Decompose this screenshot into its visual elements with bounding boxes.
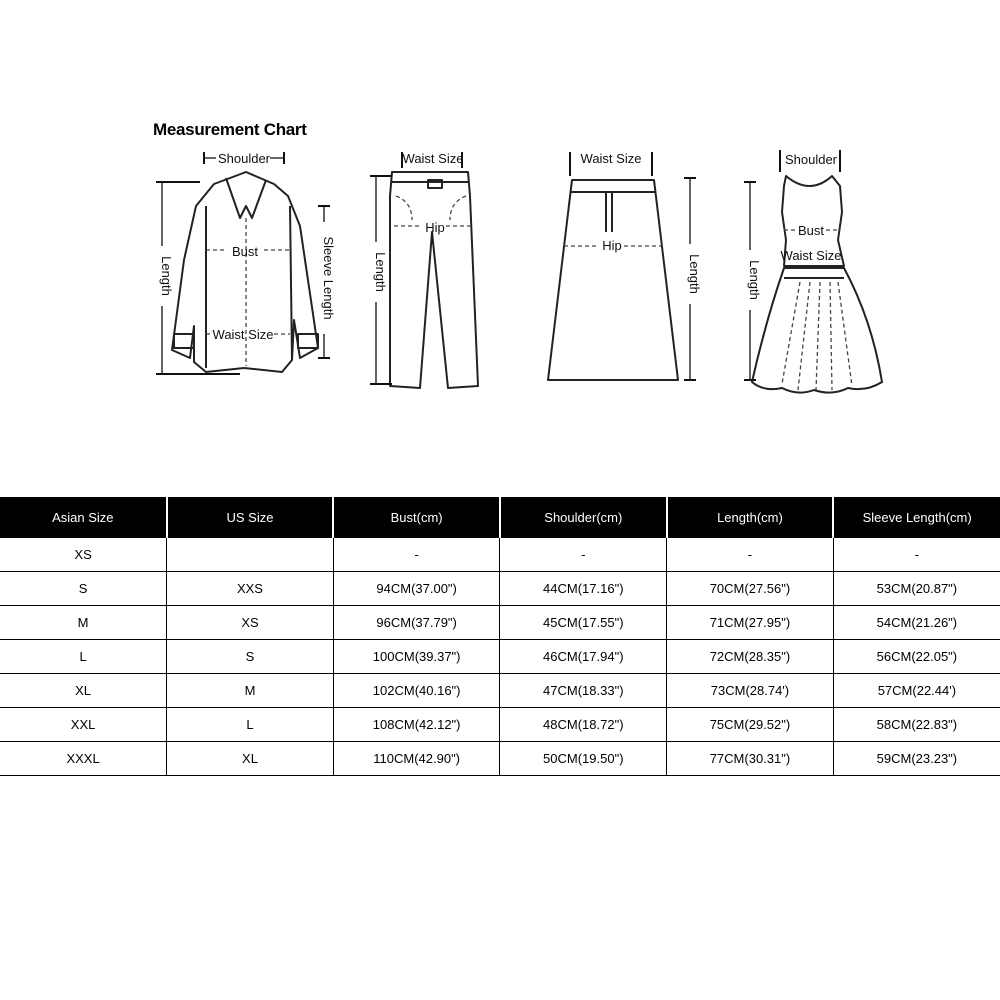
table-cell: 108CM(42.12") — [333, 708, 500, 742]
shirt-waist-label: Waist Size — [212, 327, 274, 342]
size-table — [0, 497, 1000, 776]
table-cell: 50CM(19.50") — [500, 742, 667, 776]
table-cell: - — [333, 538, 500, 572]
skirt-waist-label: Waist Size — [580, 151, 642, 166]
table-row — [0, 708, 1000, 742]
pants-hip-label: Hip — [425, 220, 445, 235]
skirt-length-label: Length — [687, 254, 702, 294]
table-cell: 56CM(22.05") — [833, 640, 1000, 674]
table-cell: 102CM(40.16") — [333, 674, 500, 708]
table-cell: 77CM(30.31") — [667, 742, 834, 776]
pants-length-label: Length — [373, 252, 388, 292]
table-cell: 53CM(20.87") — [833, 572, 1000, 606]
table-cell: 100CM(39.37") — [333, 640, 500, 674]
pants-figure — [370, 151, 478, 388]
table-cell: 47CM(18.33") — [500, 674, 667, 708]
table-cell: 54CM(21.26") — [833, 606, 1000, 640]
table-cell: 48CM(18.72") — [500, 708, 667, 742]
table-cell: 45CM(17.55") — [500, 606, 667, 640]
shirt-bust-label: Bust — [231, 244, 259, 259]
table-row — [0, 742, 1000, 776]
dress-figure — [744, 150, 882, 393]
table-cell: - — [833, 538, 1000, 572]
table-cell: L — [0, 640, 167, 674]
table-header-row — [0, 497, 1000, 538]
table-cell: 75CM(29.52") — [667, 708, 834, 742]
table-row — [0, 606, 1000, 640]
table-cell: XS — [0, 538, 167, 572]
table-cell: L — [167, 708, 334, 742]
table-row — [0, 640, 1000, 674]
table-row — [0, 572, 1000, 606]
skirt-figure — [548, 151, 702, 380]
table-cell: S — [0, 572, 167, 606]
table-cell: 59CM(23.23") — [833, 742, 1000, 776]
shirt-length-label: Length — [159, 256, 174, 296]
shirt-shoulder-label: Shoulder — [217, 151, 271, 166]
table-cell: 46CM(17.94") — [500, 640, 667, 674]
table-row — [0, 538, 1000, 572]
shirt-sleeve-label: Sleeve Length — [321, 236, 336, 320]
table-cell: 70CM(27.56") — [667, 572, 834, 606]
table-cell: S — [167, 640, 334, 674]
table-cell: M — [0, 606, 167, 640]
dress-waist-label: Waist Size — [780, 248, 842, 263]
table-cell: XXXL — [0, 742, 167, 776]
dress-shoulder-label: Shoulder — [784, 152, 838, 167]
table-cell: XL — [167, 742, 334, 776]
dress-length-label: Length — [747, 260, 762, 300]
table-cell: M — [167, 674, 334, 708]
table-cell: XS — [167, 606, 334, 640]
table-cell: 110CM(42.90") — [333, 742, 500, 776]
shirt-figure — [156, 151, 336, 374]
header-us-size: US Size — [167, 497, 334, 538]
header-length: Length(cm) — [667, 497, 834, 538]
table-cell — [167, 538, 334, 572]
table-cell: 71CM(27.95") — [667, 606, 834, 640]
table-cell: - — [500, 538, 667, 572]
pants-waist-label: Waist Size — [402, 151, 464, 166]
dress-bust-label: Bust — [797, 223, 825, 238]
measurement-figures — [0, 0, 1000, 460]
table-cell: - — [667, 538, 834, 572]
table-cell: 44CM(17.16") — [500, 572, 667, 606]
header-bust: Bust(cm) — [333, 497, 500, 538]
table-cell: XL — [0, 674, 167, 708]
table-cell: 72CM(28.35") — [667, 640, 834, 674]
header-asian-size: Asian Size — [0, 497, 167, 538]
chart-title: Measurement Chart — [153, 120, 307, 139]
header-sleeve-length: Sleeve Length(cm) — [833, 497, 1000, 538]
table-row — [0, 674, 1000, 708]
header-shoulder: Shoulder(cm) — [500, 497, 667, 538]
table-cell: 58CM(22.83") — [833, 708, 1000, 742]
skirt-hip-label: Hip — [602, 238, 622, 253]
table-cell: 57CM(22.44') — [833, 674, 1000, 708]
table-cell: 73CM(28.74') — [667, 674, 834, 708]
table-cell: XXL — [0, 708, 167, 742]
table-cell: XXS — [167, 572, 334, 606]
table-cell: 96CM(37.79") — [333, 606, 500, 640]
table-cell: 94CM(37.00") — [333, 572, 500, 606]
